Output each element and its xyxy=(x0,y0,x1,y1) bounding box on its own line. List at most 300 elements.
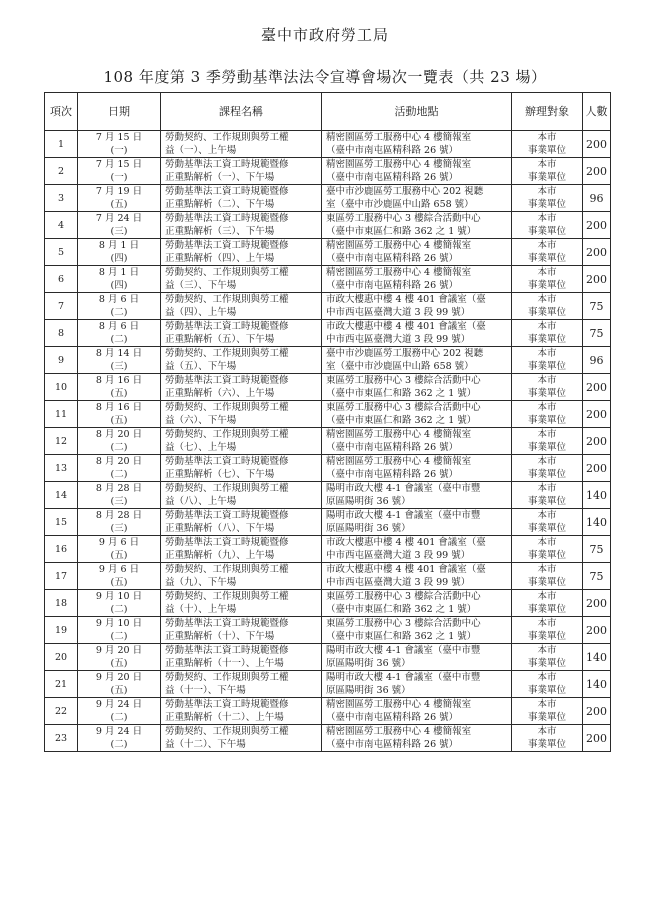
row-date-text: 9 月 20 日 xyxy=(95,645,143,656)
row-target-line1: 本市 xyxy=(537,591,557,602)
row-no: 20 xyxy=(45,644,78,671)
row-location-line1: 陽明市政大樓 4-1 會議室（臺中市豐 xyxy=(326,645,481,656)
row-target xyxy=(512,482,583,509)
row-location-line2: （臺中市東區仁和路 362 之 1 號） xyxy=(326,604,477,615)
row-no: 6 xyxy=(45,266,78,293)
row-course-line2: 正重點解析（九）、上午場 xyxy=(165,550,275,561)
row-count: 75 xyxy=(583,293,611,320)
row-target-line2: 事業單位 xyxy=(527,199,566,210)
row-date-text: 9 月 6 日 xyxy=(98,537,140,548)
row-target-line2: 事業單位 xyxy=(527,226,566,237)
row-no: 16 xyxy=(45,536,78,563)
row-course-line2: 正重點解析（七）、下午場 xyxy=(165,469,275,480)
row-location xyxy=(322,536,512,563)
row-target-line1: 本市 xyxy=(537,726,557,737)
row-weekday: (二) xyxy=(110,604,128,615)
row-location-line2: 中市西屯區臺灣大道 3 段 99 號） xyxy=(326,577,471,588)
row-weekday: (五) xyxy=(110,685,128,696)
row-date-text: 9 月 24 日 xyxy=(95,726,143,737)
row-weekday: (五) xyxy=(110,388,128,399)
row-target-line2: 事業單位 xyxy=(527,361,566,372)
row-course-line1: 勞動契約、工作規則與勞工權 xyxy=(165,267,289,278)
row-location-line2: （臺中市南屯區精科路 26 號） xyxy=(326,172,459,183)
row-date-text: 9 月 10 日 xyxy=(95,618,143,629)
row-course-line1: 勞動契約、工作規則與勞工權 xyxy=(165,348,289,359)
row-date-text: 9 月 24 日 xyxy=(95,699,143,710)
row-weekday: (二) xyxy=(110,307,128,318)
row-target-line1: 本市 xyxy=(537,402,557,413)
row-location-line1: 精密園區勞工服務中心 4 樓簡報室 xyxy=(326,132,472,143)
row-no: 8 xyxy=(45,320,78,347)
row-date xyxy=(78,590,161,617)
row-date xyxy=(78,158,161,185)
row-target-line1: 本市 xyxy=(537,483,557,494)
row-course-line2: 益（五）、下午場 xyxy=(165,361,237,372)
row-location-line2: （臺中市南屯區精科路 26 號） xyxy=(326,739,459,750)
row-weekday: (四) xyxy=(110,280,128,291)
row-course-line1: 勞動契約、工作規則與勞工權 xyxy=(165,429,289,440)
row-course xyxy=(161,428,322,455)
row-date xyxy=(78,509,161,536)
row-count: 140 xyxy=(583,644,611,671)
table-row xyxy=(45,131,611,158)
row-target-line2: 事業單位 xyxy=(527,604,566,615)
row-weekday: (五) xyxy=(110,577,128,588)
row-date xyxy=(78,455,161,482)
row-target-line1: 本市 xyxy=(537,267,557,278)
header-location: 活動地點 xyxy=(322,93,512,131)
row-no: 10 xyxy=(45,374,78,401)
row-date xyxy=(78,617,161,644)
row-course xyxy=(161,293,322,320)
row-target-line1: 本市 xyxy=(537,240,557,251)
row-date xyxy=(78,320,161,347)
row-weekday: (二) xyxy=(110,631,128,642)
row-course xyxy=(161,563,322,590)
row-location-line1: 精密園區勞工服務中心 4 樓簡報室 xyxy=(326,240,472,251)
row-location xyxy=(322,698,512,725)
row-target xyxy=(512,158,583,185)
row-target-line2: 事業單位 xyxy=(527,388,566,399)
row-no: 12 xyxy=(45,428,78,455)
row-location-line2: 原區陽明街 36 號） xyxy=(326,685,411,696)
row-target-line2: 事業單位 xyxy=(527,712,566,723)
row-course xyxy=(161,266,322,293)
row-location xyxy=(322,158,512,185)
row-location-line1: 市政大樓惠中樓 4 樓 401 會議室（臺 xyxy=(326,321,486,332)
row-course-line2: 益（七）、上午場 xyxy=(165,442,237,453)
row-target-line2: 事業單位 xyxy=(527,415,566,426)
row-target-line1: 本市 xyxy=(537,375,557,386)
row-location-line1: 臺中市沙鹿區勞工服務中心 202 視聽 xyxy=(326,186,484,197)
row-location-line2: 原區陽明街 36 號） xyxy=(326,523,411,534)
row-weekday: (二) xyxy=(110,739,128,750)
table-row xyxy=(45,536,611,563)
row-course xyxy=(161,347,322,374)
row-count: 200 xyxy=(583,266,611,293)
row-location xyxy=(322,320,512,347)
row-weekday: (三) xyxy=(110,496,128,507)
row-location-line1: 精密園區勞工服務中心 4 樓簡報室 xyxy=(326,456,472,467)
table-row xyxy=(45,509,611,536)
row-location-line1: 臺中市沙鹿區勞工服務中心 202 視聽 xyxy=(326,348,484,359)
row-location-line2: （臺中市東區仁和路 362 之 1 號） xyxy=(326,388,477,399)
row-location-line2: 中市西屯區臺灣大道 3 段 99 號） xyxy=(326,550,471,561)
row-course-line2: 益（十二）、下午場 xyxy=(165,739,246,750)
row-target-line1: 本市 xyxy=(537,672,557,683)
row-weekday: (二) xyxy=(110,334,128,345)
row-location-line1: 陽明市政大樓 4-1 會議室（臺中市豐 xyxy=(326,483,481,494)
row-course xyxy=(161,617,322,644)
row-target-line1: 本市 xyxy=(537,348,557,359)
row-course-line2: 益（四）、上午場 xyxy=(165,307,237,318)
row-target-line2: 事業單位 xyxy=(527,145,566,156)
table-row xyxy=(45,590,611,617)
row-target-line2: 事業單位 xyxy=(527,550,566,561)
row-course xyxy=(161,374,322,401)
row-no: 19 xyxy=(45,617,78,644)
row-target-line1: 本市 xyxy=(537,294,557,305)
row-location xyxy=(322,563,512,590)
table-row xyxy=(45,482,611,509)
row-target-line1: 本市 xyxy=(537,186,557,197)
row-no: 13 xyxy=(45,455,78,482)
row-target-line1: 本市 xyxy=(537,618,557,629)
header-count: 人數 xyxy=(583,93,611,131)
row-target xyxy=(512,509,583,536)
row-course-line2: 正重點解析（六）、上午場 xyxy=(165,388,275,399)
row-course-line2: 益（三）、下午場 xyxy=(165,280,237,291)
row-location xyxy=(322,293,512,320)
row-target-line1: 本市 xyxy=(537,159,557,170)
row-date xyxy=(78,671,161,698)
document-title: 108 年度第 3 季勞動基準法法令宣導會場次一覽表（共 23 場） xyxy=(103,68,547,86)
row-date xyxy=(78,266,161,293)
row-target xyxy=(512,590,583,617)
agency-title: 臺中市政府勞工局 xyxy=(260,26,389,44)
row-weekday: (三) xyxy=(110,361,128,372)
row-location-line2: （臺中市南屯區精科路 26 號） xyxy=(326,442,459,453)
row-target-line2: 事業單位 xyxy=(527,253,566,264)
row-course xyxy=(161,239,322,266)
row-course-line1: 勞動基準法工資工時規範暨修 xyxy=(165,537,289,548)
row-location-line1: 市政大樓惠中樓 4 樓 401 會議室（臺 xyxy=(326,564,486,575)
row-location-line2: （臺中市南屯區精科路 26 號） xyxy=(326,253,459,264)
session-table xyxy=(44,92,611,752)
row-date-text: 8 月 28 日 xyxy=(95,483,143,494)
row-date-text: 8 月 14 日 xyxy=(95,348,143,359)
row-date xyxy=(78,185,161,212)
header-target: 辦理對象 xyxy=(512,93,583,131)
row-course xyxy=(161,509,322,536)
row-course xyxy=(161,536,322,563)
row-course-line2: 益（六）、下午場 xyxy=(165,415,237,426)
row-target xyxy=(512,239,583,266)
row-course xyxy=(161,401,322,428)
row-location xyxy=(322,644,512,671)
row-course-line2: 正重點解析（八）、下午場 xyxy=(165,523,275,534)
row-date-text: 8 月 16 日 xyxy=(95,375,143,386)
row-weekday: (五) xyxy=(110,415,128,426)
row-course-line1: 勞動基準法工資工時規範暨修 xyxy=(165,699,289,710)
row-target-line1: 本市 xyxy=(537,645,557,656)
row-target-line2: 事業單位 xyxy=(527,334,566,345)
row-count: 200 xyxy=(583,590,611,617)
row-target xyxy=(512,617,583,644)
row-no: 7 xyxy=(45,293,78,320)
row-course-line2: 正重點解析（十一）、上午場 xyxy=(165,658,284,669)
row-date-text: 8 月 20 日 xyxy=(95,429,143,440)
row-weekday: (三) xyxy=(110,523,128,534)
row-target-line2: 事業單位 xyxy=(527,307,566,318)
row-weekday: (五) xyxy=(110,658,128,669)
table-row xyxy=(45,158,611,185)
row-course-line1: 勞動契約、工作規則與勞工權 xyxy=(165,591,289,602)
row-no: 23 xyxy=(45,725,78,752)
row-date-text: 8 月 1 日 xyxy=(98,240,140,251)
row-location-line1: 陽明市政大樓 4-1 會議室（臺中市豐 xyxy=(326,510,481,521)
row-course-line1: 勞動基準法工資工時規範暨修 xyxy=(165,456,289,467)
table-row xyxy=(45,347,611,374)
row-count: 200 xyxy=(583,428,611,455)
row-target xyxy=(512,347,583,374)
row-no: 17 xyxy=(45,563,78,590)
row-location-line2: （臺中市南屯區精科路 26 號） xyxy=(326,145,459,156)
row-weekday: (一) xyxy=(110,172,128,183)
row-count: 200 xyxy=(583,617,611,644)
row-target xyxy=(512,536,583,563)
row-date xyxy=(78,347,161,374)
row-date-text: 8 月 6 日 xyxy=(98,321,140,332)
row-course-line1: 勞動基準法工資工時規範暨修 xyxy=(165,618,289,629)
table-row xyxy=(45,617,611,644)
row-target xyxy=(512,671,583,698)
row-target-line1: 本市 xyxy=(537,456,557,467)
row-target xyxy=(512,644,583,671)
row-count: 96 xyxy=(583,347,611,374)
row-target-line2: 事業單位 xyxy=(527,469,566,480)
row-location xyxy=(322,401,512,428)
row-count: 200 xyxy=(583,455,611,482)
row-location xyxy=(322,212,512,239)
row-course xyxy=(161,644,322,671)
row-location-line1: 精密園區勞工服務中心 4 樓簡報室 xyxy=(326,699,472,710)
row-course-line1: 勞動基準法工資工時規範暨修 xyxy=(165,159,289,170)
row-weekday: (二) xyxy=(110,442,128,453)
row-count: 200 xyxy=(583,131,611,158)
row-location-line1: 精密園區勞工服務中心 4 樓簡報室 xyxy=(326,429,472,440)
row-location xyxy=(322,725,512,752)
row-course xyxy=(161,725,322,752)
row-location xyxy=(322,590,512,617)
row-date-text: 9 月 6 日 xyxy=(98,564,140,575)
row-date-text: 9 月 20 日 xyxy=(95,672,143,683)
row-course-line2: 益（十）、上午場 xyxy=(165,604,237,615)
row-location xyxy=(322,617,512,644)
row-date xyxy=(78,698,161,725)
row-no: 15 xyxy=(45,509,78,536)
row-course-line1: 勞動契約、工作規則與勞工權 xyxy=(165,132,289,143)
row-date-text: 7 月 24 日 xyxy=(95,213,143,224)
row-course-line2: 益（十一）、下午場 xyxy=(165,685,246,696)
row-target xyxy=(512,563,583,590)
row-target-line2: 事業單位 xyxy=(527,739,566,750)
row-date xyxy=(78,536,161,563)
row-count: 200 xyxy=(583,401,611,428)
row-location xyxy=(322,185,512,212)
row-date xyxy=(78,401,161,428)
row-course-line2: 正重點解析（十二）、上午場 xyxy=(165,712,284,723)
row-target-line2: 事業單位 xyxy=(527,172,566,183)
table-row xyxy=(45,293,611,320)
table-row xyxy=(45,671,611,698)
row-course xyxy=(161,671,322,698)
row-location-line2: 室（臺中市沙鹿區中山路 658 號） xyxy=(326,199,474,210)
row-course-line2: 益（九）、下午場 xyxy=(165,577,237,588)
row-date-text: 7 月 15 日 xyxy=(95,159,143,170)
row-target-line2: 事業單位 xyxy=(527,280,566,291)
row-location-line1: 市政大樓惠中樓 4 樓 401 會議室（臺 xyxy=(326,537,486,548)
row-date-text: 8 月 1 日 xyxy=(98,267,140,278)
row-weekday: (五) xyxy=(110,550,128,561)
row-target xyxy=(512,320,583,347)
table-row xyxy=(45,455,611,482)
row-no: 11 xyxy=(45,401,78,428)
row-course-line2: 正重點解析（二）、下午場 xyxy=(165,199,275,210)
row-date xyxy=(78,239,161,266)
row-target xyxy=(512,212,583,239)
row-location-line2: 室（臺中市沙鹿區中山路 658 號） xyxy=(326,361,474,372)
table-row xyxy=(45,698,611,725)
table-row xyxy=(45,320,611,347)
row-no: 5 xyxy=(45,239,78,266)
row-location-line1: 精密園區勞工服務中心 4 樓簡報室 xyxy=(326,267,472,278)
row-weekday: (二) xyxy=(110,712,128,723)
header-no: 項次 xyxy=(45,93,78,131)
row-location xyxy=(322,131,512,158)
row-course-line2: 正重點解析（三）、下午場 xyxy=(165,226,275,237)
row-location-line2: 中市西屯區臺灣大道 3 段 99 號） xyxy=(326,334,471,345)
table-row xyxy=(45,185,611,212)
row-target xyxy=(512,698,583,725)
row-course xyxy=(161,158,322,185)
row-course-line1: 勞動基準法工資工時規範暨修 xyxy=(165,186,289,197)
row-target-line2: 事業單位 xyxy=(527,577,566,588)
row-location-line2: （臺中市南屯區精科路 26 號） xyxy=(326,469,459,480)
row-course-line2: 正重點解析（四）、上午場 xyxy=(165,253,275,264)
row-location-line1: 東區勞工服務中心 3 樓綜合活動中心 xyxy=(326,618,481,629)
row-target xyxy=(512,401,583,428)
row-target-line1: 本市 xyxy=(537,564,557,575)
row-course-line1: 勞動基準法工資工時規範暨修 xyxy=(165,645,289,656)
table-row xyxy=(45,644,611,671)
row-count: 200 xyxy=(583,158,611,185)
row-date-text: 8 月 20 日 xyxy=(95,456,143,467)
row-target-line2: 事業單位 xyxy=(527,685,566,696)
row-weekday: (三) xyxy=(110,226,128,237)
header-course: 課程名稱 xyxy=(161,93,322,131)
table-row xyxy=(45,212,611,239)
row-target xyxy=(512,131,583,158)
row-course xyxy=(161,455,322,482)
row-no: 21 xyxy=(45,671,78,698)
row-no: 4 xyxy=(45,212,78,239)
row-location xyxy=(322,347,512,374)
row-location-line1: 東區勞工服務中心 3 樓綜合活動中心 xyxy=(326,402,481,413)
row-location-line2: 原區陽明街 36 號） xyxy=(326,496,411,507)
row-no: 18 xyxy=(45,590,78,617)
row-target-line2: 事業單位 xyxy=(527,442,566,453)
row-count: 75 xyxy=(583,563,611,590)
row-course-line2: 正重點解析（一）、下午場 xyxy=(165,172,275,183)
row-course-line1: 勞動契約、工作規則與勞工權 xyxy=(165,483,289,494)
row-date-text: 8 月 28 日 xyxy=(95,510,143,521)
row-date-text: 7 月 19 日 xyxy=(95,186,143,197)
row-location-line1: 東區勞工服務中心 3 樓綜合活動中心 xyxy=(326,213,481,224)
row-weekday: (四) xyxy=(110,253,128,264)
row-course-line2: 正重點解析（五）、下午場 xyxy=(165,334,275,345)
row-no: 22 xyxy=(45,698,78,725)
row-course-line1: 勞動契約、工作規則與勞工權 xyxy=(165,564,289,575)
row-location-line1: 陽明市政大樓 4-1 會議室（臺中市豐 xyxy=(326,672,481,683)
row-location-line2: （臺中市東區仁和路 362 之 1 號） xyxy=(326,226,477,237)
table-row xyxy=(45,428,611,455)
row-no: 14 xyxy=(45,482,78,509)
table-row xyxy=(45,239,611,266)
row-count: 140 xyxy=(583,509,611,536)
header-date: 日期 xyxy=(78,93,161,131)
row-course xyxy=(161,482,322,509)
row-target xyxy=(512,455,583,482)
row-weekday: (二) xyxy=(110,469,128,480)
row-course-line1: 勞動基準法工資工時規範暨修 xyxy=(165,375,289,386)
row-no: 9 xyxy=(45,347,78,374)
row-location xyxy=(322,374,512,401)
row-target-line1: 本市 xyxy=(537,429,557,440)
row-location-line2: （臺中市南屯區精科路 26 號） xyxy=(326,280,459,291)
row-target xyxy=(512,266,583,293)
row-target-line1: 本市 xyxy=(537,213,557,224)
row-location-line2: 中市西屯區臺灣大道 3 段 99 號） xyxy=(326,307,471,318)
row-count: 200 xyxy=(583,239,611,266)
row-location xyxy=(322,266,512,293)
row-no: 2 xyxy=(45,158,78,185)
row-course xyxy=(161,320,322,347)
row-course-line1: 勞動契約、工作規則與勞工權 xyxy=(165,726,289,737)
row-count: 75 xyxy=(583,536,611,563)
row-course-line1: 勞動基準法工資工時規範暨修 xyxy=(165,510,289,521)
row-target-line2: 事業單位 xyxy=(527,631,566,642)
row-target xyxy=(512,725,583,752)
table-row xyxy=(45,374,611,401)
row-course-line1: 勞動基準法工資工時規範暨修 xyxy=(165,213,289,224)
row-course-line2: 益（八）、上午場 xyxy=(165,496,237,507)
row-date-text: 7 月 15 日 xyxy=(95,132,143,143)
table-row xyxy=(45,401,611,428)
row-date xyxy=(78,428,161,455)
row-course xyxy=(161,131,322,158)
row-course xyxy=(161,590,322,617)
table-row xyxy=(45,725,611,752)
row-date xyxy=(78,293,161,320)
row-target xyxy=(512,428,583,455)
row-location-line1: 精密園區勞工服務中心 4 樓簡報室 xyxy=(326,726,472,737)
row-course-line1: 勞動契約、工作規則與勞工權 xyxy=(165,294,289,305)
row-target-line1: 本市 xyxy=(537,537,557,548)
row-course-line1: 勞動契約、工作規則與勞工權 xyxy=(165,672,289,683)
row-count: 140 xyxy=(583,482,611,509)
row-location-line2: 原區陽明街 36 號） xyxy=(326,658,411,669)
